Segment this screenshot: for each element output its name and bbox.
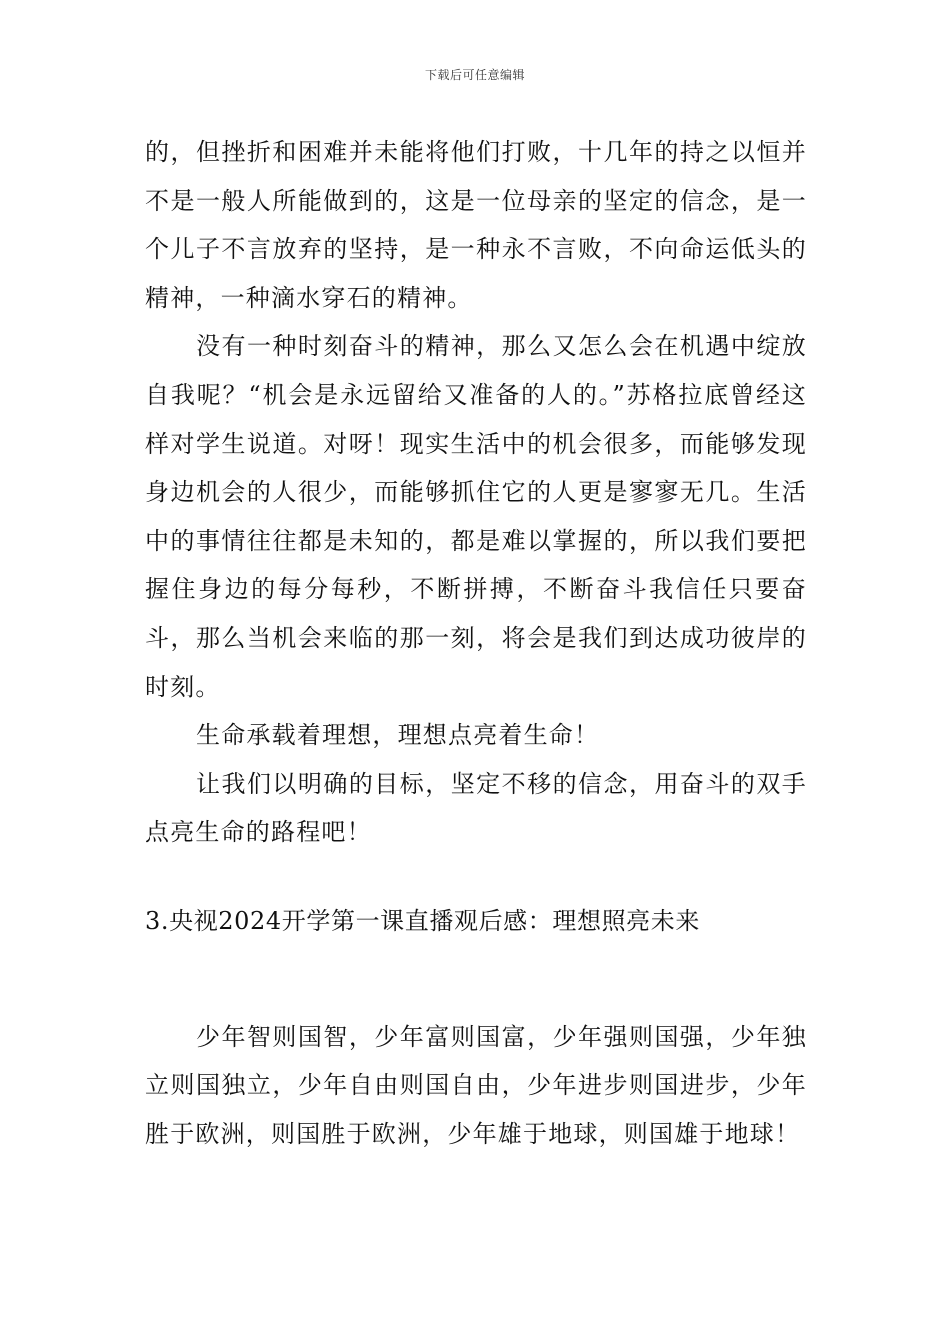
paragraph-opportunity: 没有一种时刻奋斗的精神，那么又怎么会在机遇中绽放自我呢？“机会是永远留给又准备的人的。”苏格拉底曾经这样对学生说道。对呀！现实生活中的机会很多，而能够发现身边机会的人很少，而能够抓住它的人更是寥寥无几。生活中的事情往往都是未知的，都是难以掌握的，所以我们要把握住身边的每分每秒，不断拼搏，不断奋斗我信任只要奋斗，那么当机会来临的那一刻，将会是我们到达成功彼岸的时刻。: [145, 332, 807, 701]
header-note: 下载后可任意编辑: [424, 68, 525, 82]
section-heading: 3.央视2024开学第一课直播观后感：理想照亮未来: [145, 906, 700, 935]
paragraph-call-to-action: 让我们以明确的目标，坚定不移的信念，用奋斗的双手点亮生命的路程吧！: [145, 769, 807, 847]
paragraph-youth: 少年智则国智，少年富则国富，少年强则国强，少年独立则国独立，少年自由则国自由，少年进步则国进步，少年胜于欧洲，则国胜于欧洲，少年雄于地球，则国雄于地球！: [145, 1022, 807, 1148]
document-body: [145, 128, 807, 1158]
spacer: [145, 857, 807, 897]
paragraph-life-ideal: 生命承载着理想，理想点亮着生命！: [196, 721, 600, 750]
spacer: [145, 946, 807, 1013]
paragraph-continued: 的，但挫折和困难并未能将他们打败，十几年的持之以恒并不是一般人所能做到的，这是一位母亲的坚定的信念，是一个儿子不言放弃的坚持，是一种永不言败，不向命运低头的精神，一种滴水穿石的精神。: [145, 138, 807, 312]
